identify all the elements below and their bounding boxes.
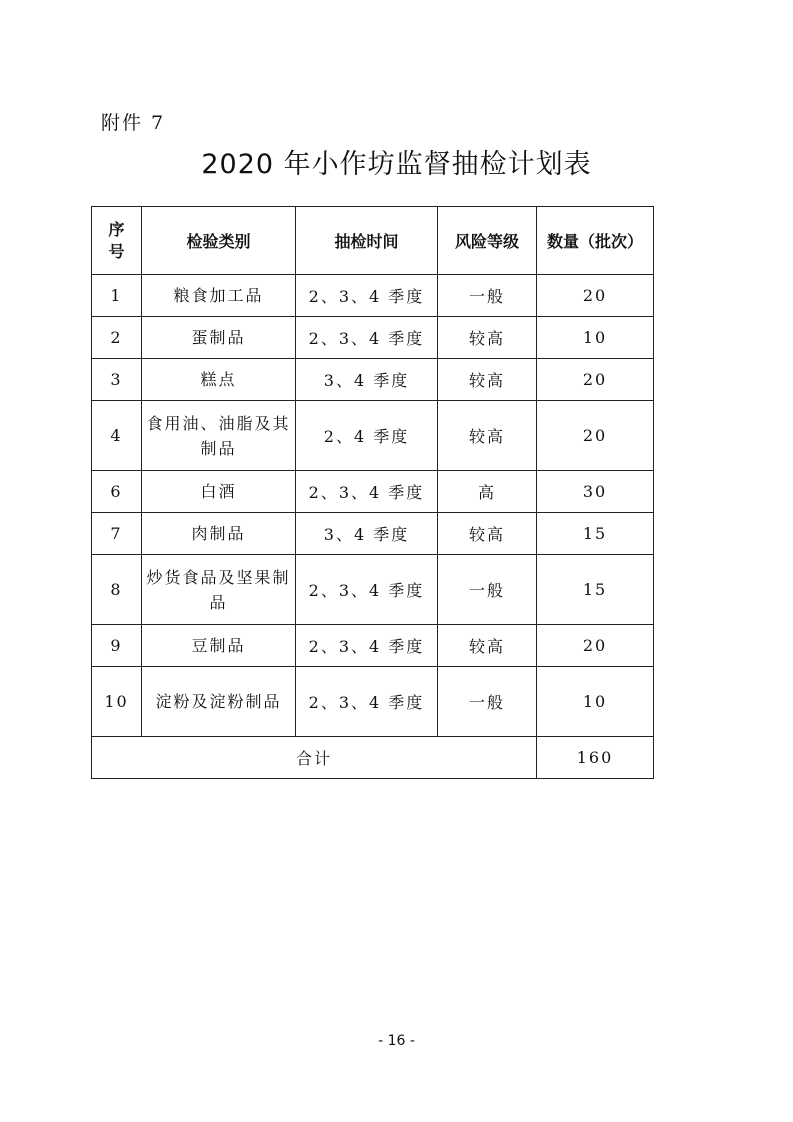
header-quantity: 数量（批次）: [537, 207, 654, 275]
header-row: [92, 207, 654, 275]
cell-category: 炒货食品及坚果制品: [142, 555, 296, 625]
cell-quantity: 20: [537, 275, 654, 317]
cell-seq: 8: [92, 555, 142, 625]
cell-seq: 9: [92, 625, 142, 667]
page-number: - 16 -: [378, 1033, 415, 1049]
cell-category: 糕点: [142, 359, 296, 401]
cell-risk: 一般: [438, 555, 537, 625]
cell-time: 2、3、4 季度: [296, 555, 438, 625]
table-row: [92, 471, 654, 513]
table-row: [92, 667, 654, 737]
cell-category: 粮食加工品: [142, 275, 296, 317]
cell-seq: 6: [92, 471, 142, 513]
cell-risk: 一般: [438, 275, 537, 317]
table-row: [92, 317, 654, 359]
cell-risk: 一般: [438, 667, 537, 737]
cell-risk: 较高: [438, 317, 537, 359]
cell-category: 淀粉及淀粉制品: [142, 667, 296, 737]
cell-seq: 2: [92, 317, 142, 359]
cell-seq: 1: [92, 275, 142, 317]
cell-time: 2、3、4 季度: [296, 667, 438, 737]
total-label: 合计: [92, 737, 537, 779]
table-row: [92, 513, 654, 555]
cell-quantity: 15: [537, 555, 654, 625]
header-seq-line2: 号: [108, 241, 125, 261]
table-row: [92, 625, 654, 667]
cell-quantity: 20: [537, 359, 654, 401]
cell-seq: 4: [92, 401, 142, 471]
cell-quantity: 15: [537, 513, 654, 555]
cell-time: 2、3、4 季度: [296, 625, 438, 667]
cell-category: 食用油、油脂及其制品: [142, 401, 296, 471]
cell-time: 2、3、4 季度: [296, 471, 438, 513]
cell-seq: 10: [92, 667, 142, 737]
cell-category: 白酒: [142, 471, 296, 513]
attachment-label: 附件 7: [101, 112, 166, 134]
cell-quantity: 10: [537, 317, 654, 359]
table-row: [92, 401, 654, 471]
cell-quantity: 10: [537, 667, 654, 737]
table-row: [92, 555, 654, 625]
header-risk: 风险等级: [438, 207, 537, 275]
total-value: 160: [537, 737, 654, 779]
cell-risk: 较高: [438, 513, 537, 555]
table-row: [92, 359, 654, 401]
cell-time: 3、4 季度: [296, 513, 438, 555]
cell-category: 豆制品: [142, 625, 296, 667]
header-time: 抽检时间: [296, 207, 438, 275]
cell-quantity: 30: [537, 471, 654, 513]
cell-risk: 较高: [438, 625, 537, 667]
cell-seq: 7: [92, 513, 142, 555]
cell-category: 蛋制品: [142, 317, 296, 359]
inspection-plan-table: [91, 206, 654, 779]
total-row: [92, 737, 654, 779]
header-category: 检验类别: [142, 207, 296, 275]
header-seq-line1: 序: [108, 219, 125, 239]
cell-time: 2、3、4 季度: [296, 317, 438, 359]
table-row: [92, 275, 654, 317]
cell-quantity: 20: [537, 401, 654, 471]
cell-seq: 3: [92, 359, 142, 401]
cell-quantity: 20: [537, 625, 654, 667]
cell-risk: 高: [438, 471, 537, 513]
cell-category: 肉制品: [142, 513, 296, 555]
header-seq: [92, 207, 142, 275]
cell-risk: 较高: [438, 401, 537, 471]
cell-time: 2、4 季度: [296, 401, 438, 471]
cell-time: 2、3、4 季度: [296, 275, 438, 317]
cell-risk: 较高: [438, 359, 537, 401]
cell-time: 3、4 季度: [296, 359, 438, 401]
document-title: 2020 年小作坊监督抽检计划表: [201, 149, 592, 180]
